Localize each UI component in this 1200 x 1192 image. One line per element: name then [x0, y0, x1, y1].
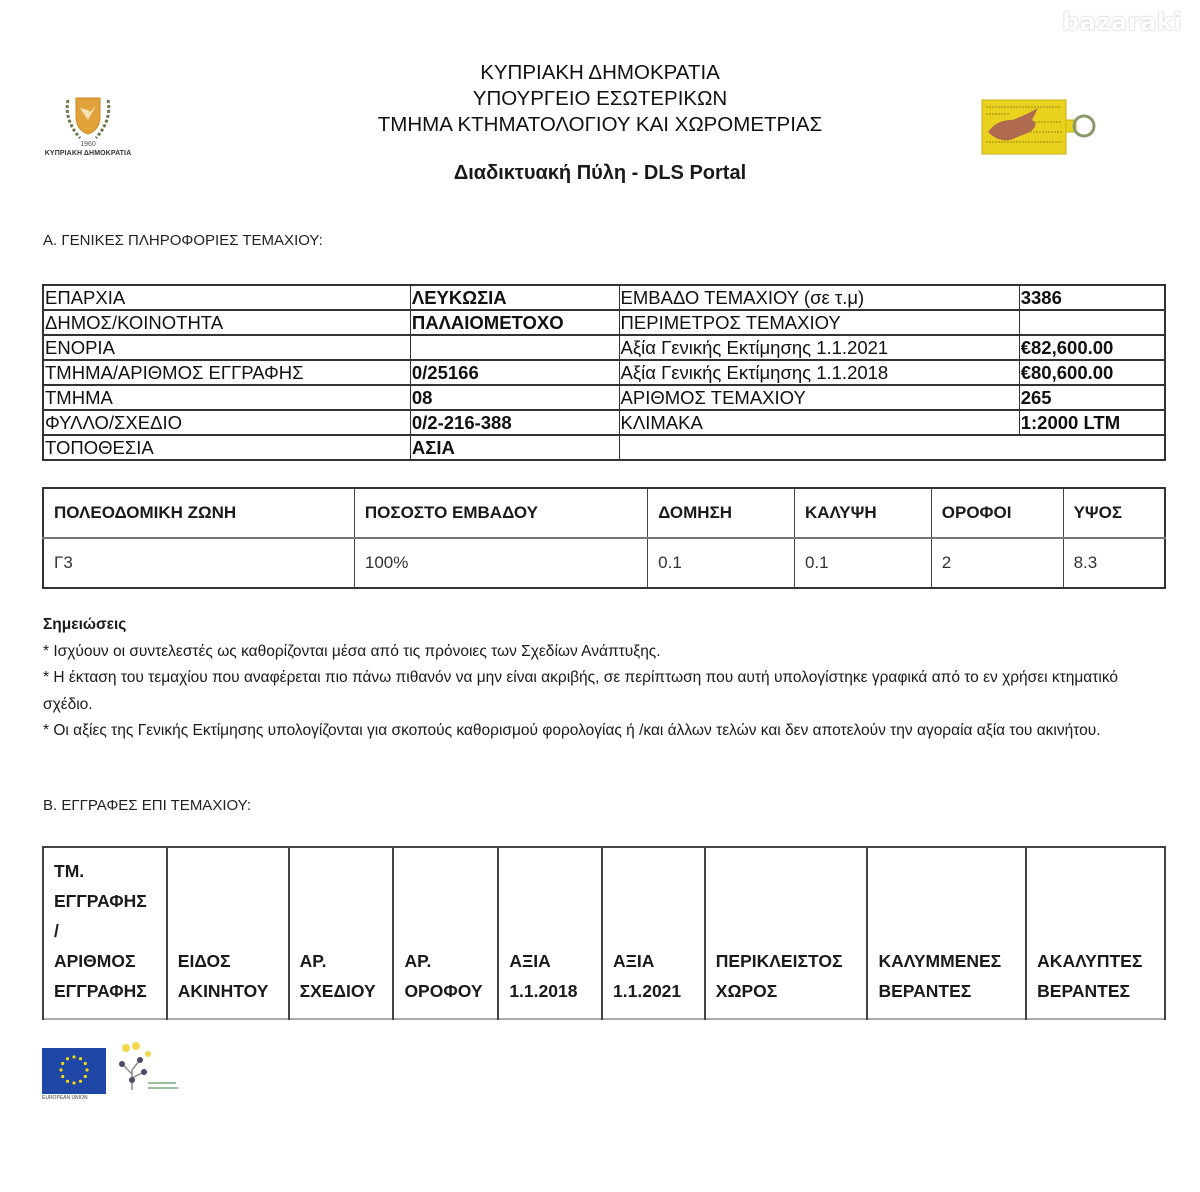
header-value-2018	[498, 847, 602, 1019]
portal-title: Διαδικτυακή Πύλη - DLS Portal	[453, 162, 747, 184]
header-ministry: ΥΠΟΥΡΓΕΙΟ ΕΣΩΤΕΡΙΚΩΝ	[472, 87, 728, 110]
note-item: * Οι αξίες της Γενικής Εκτίμησης υπολογίζονται για σκοπούς καθορισμού φορολογίας ή /και άλλων τελών και δεν αποτελούν την αγοραία αξία του ακινήτου.	[43, 722, 1101, 739]
field-value: €82,600.00	[1019, 335, 1165, 360]
field-label: ΤΟΠΟΘΕΣΙΑ	[43, 435, 410, 460]
footer-logos	[42, 1040, 182, 1101]
registrations-table	[42, 846, 1166, 1020]
section-b-title: Β. ΕΓΓΡΑΦΕΣ ΕΠΙ ΤΕΜΑΧΙΟΥ:	[43, 797, 252, 814]
header-line: ΑΡΙΘΜΟΣ	[54, 951, 136, 971]
zone-value: Γ3	[43, 538, 354, 588]
field-value: 3386	[1019, 285, 1165, 310]
field-value: ΛΕΥΚΩΣΙΑ	[410, 285, 619, 310]
header-line: ΠΕΡΙΚΛΕΙΣΤΟΣ	[715, 951, 843, 971]
field-label: Αξία Γενικής Εκτίμησης 1.1.2021	[619, 335, 1019, 360]
field-value: ΑΣΙΑ	[410, 435, 619, 460]
notes-section	[43, 612, 1163, 745]
general-info-table	[42, 284, 1166, 461]
area-percentage-value: 100%	[354, 538, 647, 588]
header-republic: ΚΥΠΡΙΑΚΗ ΔΗΜΟΚΡΑΤΙΑ	[480, 61, 720, 84]
field-label: ΠΕΡΙΜΕΤΡΟΣ ΤΕΜΑΧΙΟΥ	[619, 310, 1019, 335]
header-line: ΕΓΓΡΑΦΗΣ	[54, 981, 147, 1001]
field-label: ΕΠΑΡΧΙΑ	[43, 285, 410, 310]
table-row	[43, 310, 1165, 335]
field-value: 265	[1019, 385, 1165, 410]
cohesion-logo	[112, 1040, 182, 1101]
dls-key-logo	[980, 98, 1100, 163]
dls-key-tag-icon	[980, 98, 1100, 158]
table-header-row	[43, 847, 1165, 1019]
field-label: ΕΜΒΑΔΟ ΤΕΜΑΧΙΟΥ (σε τ.μ)	[619, 285, 1019, 310]
field-value: 0/2-216-388	[410, 410, 619, 435]
field-label: Αξία Γενικής Εκτίμησης 1.1.2018	[619, 360, 1019, 385]
eu-logo	[42, 1048, 106, 1101]
field-label: ΚΛΙΜΑΚΑ	[619, 410, 1019, 435]
field-value	[1019, 310, 1165, 335]
cohesion-tree-icon	[112, 1040, 182, 1096]
field-value: ΠΑΛΑΙΟΜΕΤΟΧΟ	[410, 310, 619, 335]
header-line: ΑΡ.	[299, 951, 327, 971]
header-line: ΑΞΙΑ	[509, 951, 551, 971]
table-header-row	[43, 488, 1165, 538]
field-value: 08	[410, 385, 619, 410]
header-line: ΑΚΑΛΥΠΤΕΣ	[1037, 951, 1143, 971]
header-line: ΕΙΔΟΣ	[177, 951, 231, 971]
header-area-percentage: ΠΟΣΟΣΤΟ ΕΜΒΑΔΟΥ	[354, 488, 647, 538]
header-value-2021	[602, 847, 705, 1019]
header-building-ratio: ΔΟΜΗΣΗ	[648, 488, 795, 538]
field-label: ΤΜΗΜΑ	[43, 385, 410, 410]
header-height: ΥΨΟΣ	[1063, 488, 1165, 538]
header-covered-verandas	[867, 847, 1026, 1019]
header-line: ΧΩΡΟΣ	[715, 981, 778, 1001]
field-label: ΤΜΗΜΑ/ΑΡΙΘΜΟΣ ΕΓΓΡΑΦΗΣ	[43, 360, 410, 385]
note-item: * Ισχύουν οι συντελεστές ως καθορίζονται μέσα από τις πρόνοιες των Σχεδίων Ανάπτυξης.	[43, 642, 661, 660]
field-label: ΦΥΛΛΟ/ΣΧΕΔΙΟ	[43, 410, 410, 435]
header-line: ΚΑΛΥΜΜΕΝΕΣ	[878, 951, 1002, 971]
table-row	[43, 410, 1165, 435]
coverage-value: 0.1	[794, 538, 931, 588]
field-value	[410, 335, 619, 360]
header-line: ΤΜ.	[54, 861, 85, 881]
zoning-table	[42, 487, 1166, 589]
eu-label: EUROPEAN UNION	[42, 1095, 88, 1101]
table-row	[43, 335, 1165, 360]
bazaraki-watermark: bazaraki	[1062, 8, 1182, 36]
header-line: ΒΕΡΑΝΤΕΣ	[1037, 981, 1130, 1001]
table-row	[43, 538, 1165, 588]
header-floor-number	[393, 847, 498, 1019]
table-row	[43, 435, 1165, 460]
notes-title: Σημειώσεις	[43, 616, 127, 633]
header-line: ΑΚΙΝΗΤΟΥ	[177, 981, 269, 1001]
header-registration-number	[43, 847, 167, 1019]
header-floors: ΟΡΟΦΟΙ	[931, 488, 1063, 538]
building-ratio-value: 0.1	[648, 538, 795, 588]
header-uncovered-verandas	[1026, 847, 1165, 1019]
table-row	[43, 360, 1165, 385]
header-zone: ΠΟΛΕΟΔΟΜΙΚΗ ΖΩΝΗ	[43, 488, 354, 538]
field-label: ΑΡΙΘΜΟΣ ΤΕΜΑΧΙΟΥ	[619, 385, 1019, 410]
header-property-type	[167, 847, 289, 1019]
field-value: 0/25166	[410, 360, 619, 385]
height-value: 8.3	[1063, 538, 1165, 588]
coat-of-arms-label: ΚΥΠΡΙΑΚΗ ΔΗΜΟΚΡΑΤΙΑ	[44, 150, 132, 157]
header-line: ΕΓΓΡΑΦΗΣ	[54, 891, 147, 911]
empty-merged-cell	[619, 435, 1165, 460]
svg-text:1960: 1960	[80, 141, 96, 148]
header-line: ΑΞΙΑ	[613, 951, 655, 971]
eu-flag-icon	[42, 1048, 106, 1094]
field-value: €80,600.00	[1019, 360, 1165, 385]
header-line: 1.1.2018	[509, 981, 578, 1001]
header-plan-number	[289, 847, 394, 1019]
field-label: ΔΗΜΟΣ/ΚΟΙΝΟΤΗΤΑ	[43, 310, 410, 335]
table-row	[43, 285, 1165, 310]
floors-value: 2	[931, 538, 1063, 588]
header-line: ΒΕΡΑΝΤΕΣ	[878, 981, 972, 1001]
header-department: ΤΜΗΜΑ ΚΤΗΜΑΤΟΛΟΓΙΟΥ ΚΑΙ ΧΩΡΟΜΕΤΡΙΑΣ	[377, 113, 823, 136]
header-line: ΑΡ.	[404, 951, 432, 971]
header-line: ΣΧΕΔΙΟΥ	[299, 981, 376, 1001]
section-a-title: Α. ΓΕΝΙΚΕΣ ΠΛΗΡΟΦΟΡΙΕΣ ΤΕΜΑΧΙΟΥ:	[43, 232, 323, 249]
header-line: ΟΡΟΦΟΥ	[404, 981, 483, 1001]
field-label: ΕΝΟΡΙΑ	[43, 335, 410, 360]
header-line: /	[54, 921, 59, 941]
note-item: * Η έκταση του τεμαχίου που αναφέρεται πιο πάνω πιθανόν να μην είναι ακριβής, σε περίπτωση που αυτή υπολογίστηκε γραφικά από το εν χρήσει κτηματικό σχέδιο.	[43, 669, 1119, 713]
header-coverage: ΚΑΛΥΨΗ	[794, 488, 931, 538]
header-line: 1.1.2021	[613, 981, 682, 1001]
field-value: 1:2000 LTM	[1019, 410, 1165, 435]
table-row	[43, 385, 1165, 410]
header-enclosed-space	[705, 847, 868, 1019]
